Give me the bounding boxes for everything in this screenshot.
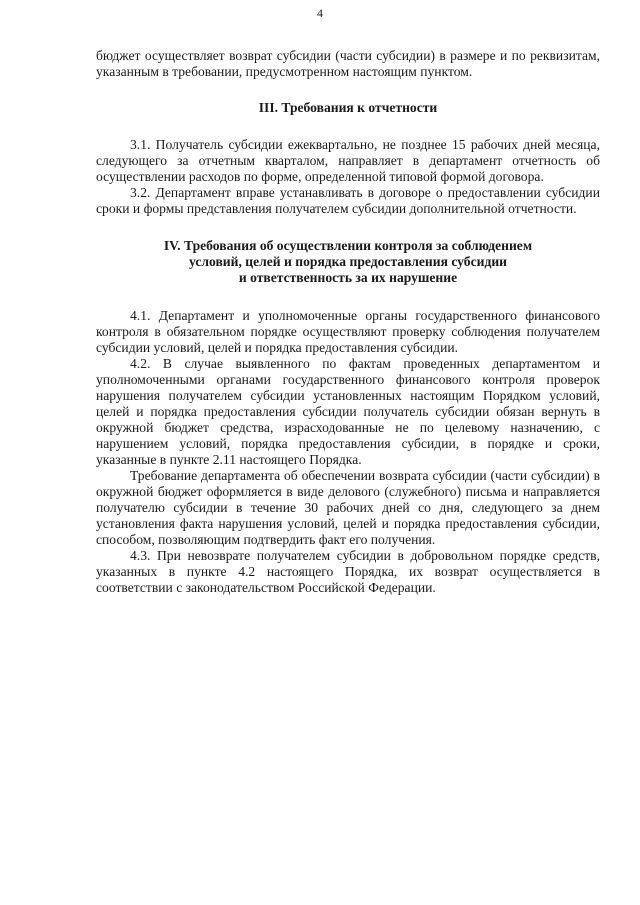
- paragraph-4-2: 4.2. В случае выявленного по фактам проведенных департаментом и уполномоченными органами государственного финансового контроля проверок нарушения получателем субсидии установленных настоящим Порядком условий, целей и порядка предоставления субсидии получатель субсидии обязан вернуть в окружной бюджет средства, израсходованные не по целевому назначению, с нарушением условий, порядка предоставления субсидии, в порядке и сроки, указанные в пункте 2.11 настоящего Порядка.: [96, 356, 600, 467]
- paragraph-3-1: 3.1. Получатель субсидии ежеквартально, не позднее 15 рабочих дней месяца, следующего за отчетным кварталом, направляет в департамент отчетность об осуществлении расходов по форме, определенной типовой формой договора.: [96, 137, 600, 184]
- intro-paragraph: бюджет осуществляет возврат субсидии (части субсидии) в размере и по реквизитам, указанным в требовании, предусмотренном настоящим пунктом.: [96, 48, 600, 79]
- section-4-title: [96, 238, 600, 286]
- paragraph-3-2: 3.2. Департамент вправе устанавливать в договоре о предоставлении субсидии сроки и формы представления получателем субсидии дополнительной отчетности.: [96, 185, 600, 216]
- page-number: 4: [317, 6, 323, 20]
- paragraph-4-3: 4.3. При невозврате получателем субсидии в добровольном порядке средств, указанных в пункте 4.2 настоящего Порядка, их возврат осуществляется в соответствии с законодательством Российской Федерации.: [96, 548, 600, 595]
- section-4-title-line-3: и ответственность за их нарушение: [238, 270, 458, 285]
- document-body: [96, 48, 600, 596]
- paragraph-4-1: 4.1. Департамент и уполномоченные органы государственного финансового контроля в обязательном порядке осуществляют проверку соблюдения получателем субсидии условий, целей и порядка предоставления субсидии.: [96, 308, 600, 355]
- section-4-title-line-2: условий, целей и порядка предоставления субсидии: [188, 254, 508, 269]
- section-3-title: III. Требования к отчетности: [258, 100, 438, 115]
- paragraph-4-2-requirement: Требование департамента об обеспечении возврата субсидии (части субсидии) в окружной бюджет оформляется в виде делового (служебного) письма и направляется получателю субсидии в течение 30 рабочих дней со дня, следующего за днем установления факта нарушения условий, целей и порядка предоставления субсидии, способом, позволяющим подтвердить факт его получения.: [96, 468, 600, 547]
- section-4-title-line-1: IV. Требования об осуществлении контроля за соблюдением: [163, 238, 533, 253]
